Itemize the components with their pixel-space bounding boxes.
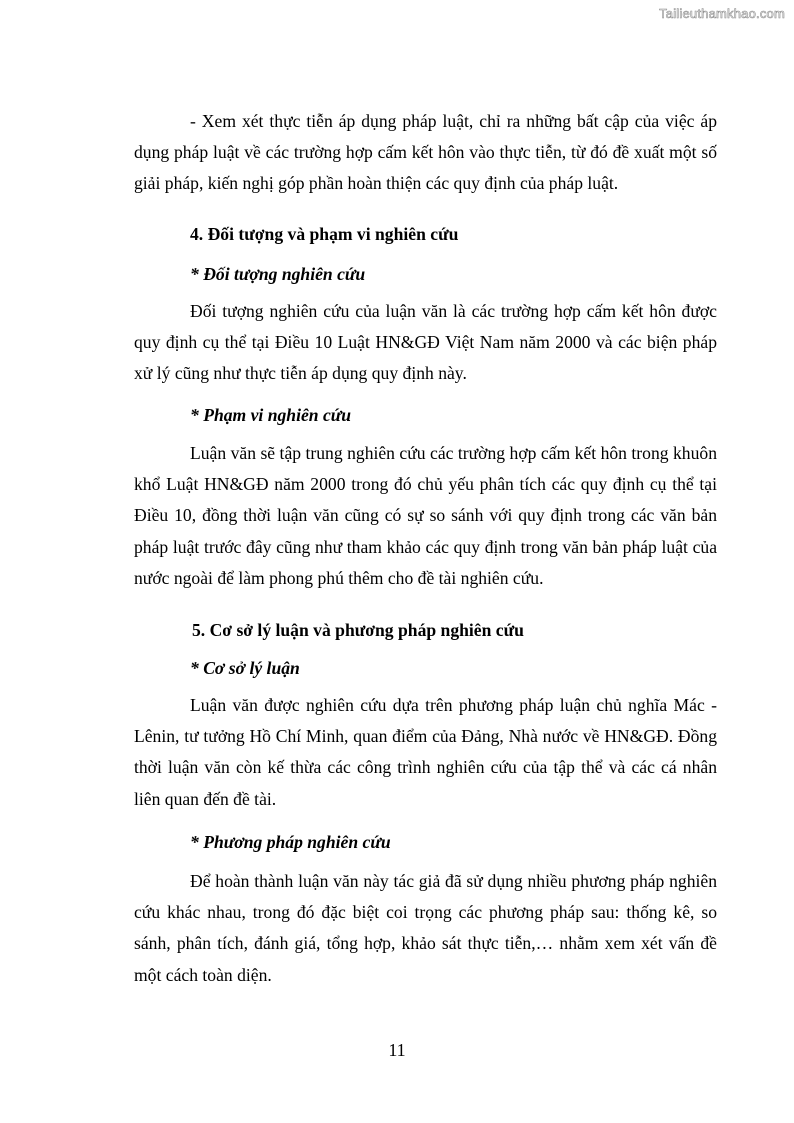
subheading-research-method: * Phương pháp nghiên cứu bbox=[190, 832, 391, 852]
page-number: 11 bbox=[388, 1040, 406, 1060]
paragraph-research-object: Đối tượng nghiên cứu của luận văn là các trường hợp cấm kết hôn được quy định cụ thể tại Điều 10 Luật HN&GĐ Việt Nam năm 2000 và các biện pháp xử lý cũng như thực tiễn áp dụng quy định này. bbox=[134, 301, 717, 384]
paragraph-goals: - Xem xét thực tiễn áp dụng pháp luật, chỉ ra những bất cập của việc áp dụng pháp luật về các trường hợp cấm kết hôn vào thực tiễn, từ đó đề xuất một số giải pháp, kiến nghị góp phần hoàn thiện các quy định của pháp luật. bbox=[134, 111, 717, 194]
section-heading-5: 5. Cơ sở lý luận và phương pháp nghiên cứu bbox=[192, 620, 524, 640]
subheading-research-object: * Đối tượng nghiên cứu bbox=[190, 264, 366, 284]
subheading-research-scope: * Phạm vi nghiên cứu bbox=[190, 405, 352, 425]
section-heading-4: 4. Đối tượng và phạm vi nghiên cứu bbox=[190, 224, 459, 244]
paragraph-theoretical-basis: Luận văn được nghiên cứu dựa trên phương pháp luận chủ nghĩa Mác - Lênin, tư tưởng Hồ Chí Minh, quan điểm của Đảng, Nhà nước về HN&GĐ. Đồng thời luận văn còn kế thừa các công trình nghiên cứu của tập thể và các cá nhân liên quan đến đề tài. bbox=[134, 695, 717, 809]
subheading-theoretical-basis: * Cơ sở lý luận bbox=[190, 658, 300, 678]
paragraph-research-scope: Luận văn sẽ tập trung nghiên cứu các trường hợp cấm kết hôn trong khuôn khổ Luật HN&GĐ năm 2000 trong đó chủ yếu phân tích các quy định cụ thể tại Điều 10, đồng thời luận văn cũng có sự so sánh với quy định trong các văn bản pháp luật trước đây cũng như tham khảo các quy định trong văn bản pháp luật của nước ngoài để làm phong phú thêm cho đề tài nghiên cứu. bbox=[134, 443, 717, 588]
watermark: Tailieuthamkhao.com bbox=[659, 6, 785, 21]
paragraph-research-method: Để hoàn thành luận văn này tác giả đã sử dụng nhiều phương pháp nghiên cứu khác nhau, trong đó đặc biệt coi trọng các phương pháp sau: thống kê, so sánh, phân tích, đánh giá, tổng hợp, khảo sát thực tiễn,… nhằm xem xét vấn đề một cách toàn diện. bbox=[134, 871, 717, 985]
